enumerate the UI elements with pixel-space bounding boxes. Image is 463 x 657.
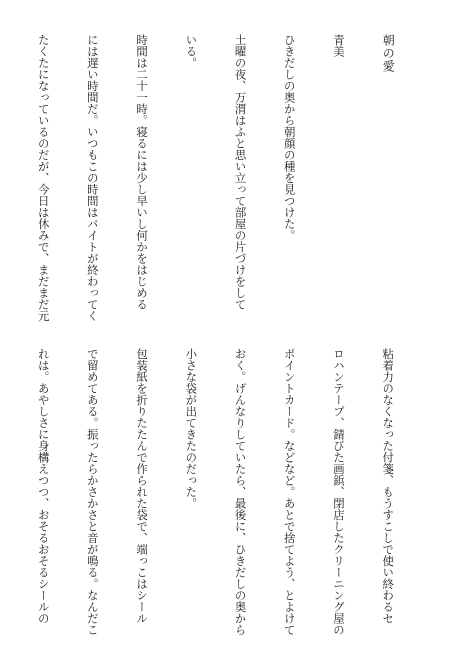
paragraph-line: いる。 <box>184 34 199 69</box>
paragraph-line: 時間は二十一時。寝るには少し早いし何かをはじめる <box>135 34 150 310</box>
paragraph-line <box>0 34 2 334</box>
paragraph-line: おく。げんなりしていたら、最後に、ひきだしの奥から <box>233 348 248 636</box>
upper-text-block <box>36 34 429 334</box>
paragraph-line <box>0 348 2 648</box>
paragraph-line: 土曜の夜、万渭はふと思い立って部屋の片づけをして <box>233 34 248 310</box>
paragraph-line: で留めてある。振ったらかさかさと音が鳴る。なんだこ <box>85 348 100 636</box>
story-title: 朝の愛 <box>381 34 396 73</box>
paragraph-line: ポイントカード。などなど。あとで捨てよう、とよけて <box>282 348 297 636</box>
paragraph-line: 包装紙を折りたたんで作られた袋で、端っこはシール <box>135 348 150 624</box>
lower-text-block <box>36 348 429 648</box>
paragraph-line: 小さな袋が出てきたのだった。 <box>184 348 199 509</box>
author-name: 青美 <box>331 34 346 57</box>
paragraph-line: ロハンテープ、錆びた画鋲、閉店したクリーニング屋の <box>331 348 346 636</box>
paragraph-line: れは。あやしさに身構えつつ、おそるおそるシールの <box>36 348 51 624</box>
paragraph-line: たくたになっているのだが、今日は休みで、まだまだ元 <box>36 34 51 322</box>
paragraph-line: には遅い時間だ。いつもこの時間はバイトが終わってく <box>85 34 100 322</box>
paragraph-line: ひきだしの奥から朝顔の種を見つけた。 <box>282 34 297 241</box>
paragraph-line: 粘着力のなくなった付箋、もうすこしで使い終わるセ <box>381 348 396 624</box>
